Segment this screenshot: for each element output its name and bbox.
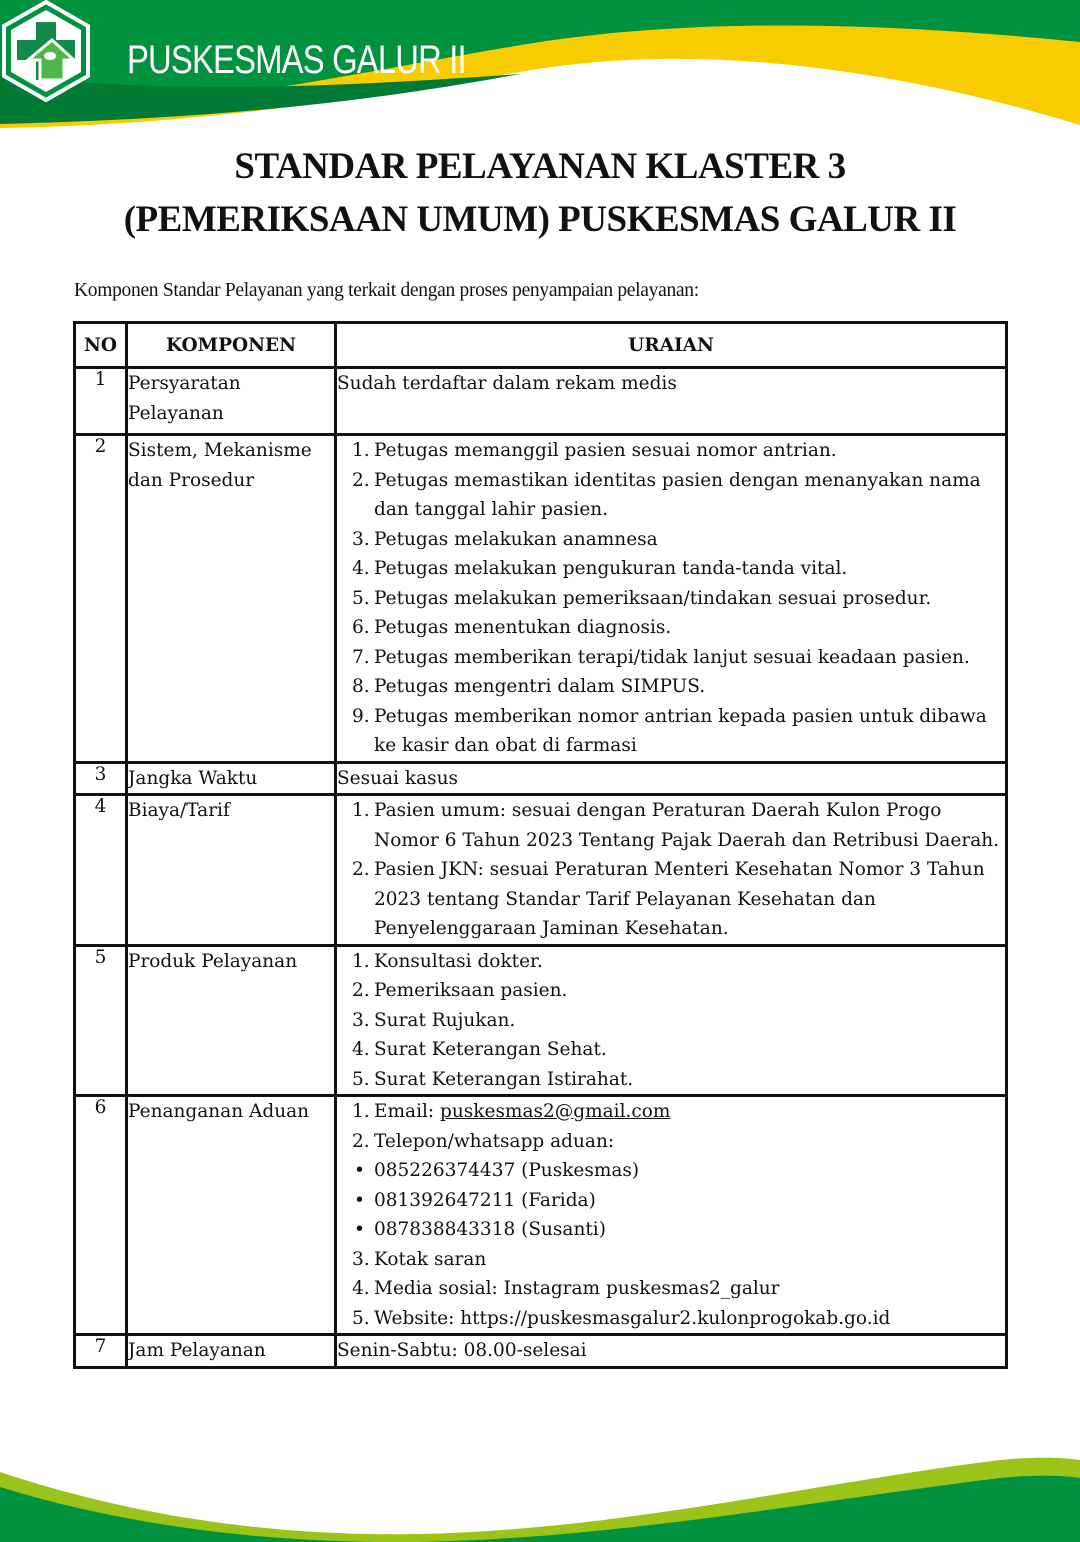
table-row bbox=[75, 762, 1007, 795]
title-line-1: STANDAR PELAYANAN KLASTER 3 bbox=[234, 146, 846, 187]
list-item: 1. Petugas memanggil pasien sesuai nomor antrian. bbox=[352, 440, 837, 461]
list-item: 1. Konsultasi dokter. bbox=[352, 950, 543, 972]
service-standard-table bbox=[73, 321, 1008, 1369]
email-link[interactable]: puskesmas2@gmail.com bbox=[440, 1101, 671, 1122]
list-item: 3. Kotak saran bbox=[352, 1248, 487, 1270]
row-no: 4 bbox=[75, 795, 127, 946]
row-komponen: Persyaratan Pelayanan bbox=[127, 368, 336, 435]
row-no: 5 bbox=[75, 945, 127, 1096]
table-row bbox=[75, 1096, 1007, 1335]
table-header-row bbox=[75, 323, 1007, 368]
list-item: 6. Petugas menentukan diagnosis. bbox=[352, 617, 672, 638]
row-uraian: Sesuai kasus bbox=[336, 762, 1007, 795]
row-uraian bbox=[336, 945, 1007, 1096]
list-item: 3. Surat Rujukan. bbox=[352, 1009, 516, 1031]
bullet-icon: • bbox=[354, 1160, 365, 1181]
row-komponen: Sistem, Mekanisme dan Prosedur bbox=[127, 435, 336, 763]
health-cross-house-hexagon-icon bbox=[0, 0, 92, 102]
row-komponen: Produk Pelayanan bbox=[127, 945, 336, 1096]
list-item: 4. Surat Keterangan Sehat. bbox=[352, 1039, 607, 1060]
list-item: 2. Pasien JKN: sesuai Peraturan Menteri Kesehatan Nomor 3 Tahun 2023 tentang Standar Tarif Pelayanan Kesehatan dan Penyelenggaraan Jaminan Kesehatan. bbox=[352, 859, 985, 939]
row-komponen: Jangka Waktu bbox=[127, 762, 336, 795]
phone-item: • 085226374437 (Puskesmas) bbox=[337, 1156, 1005, 1186]
row-komponen: Penanganan Aduan bbox=[127, 1096, 336, 1335]
table-row bbox=[75, 945, 1007, 1096]
brand-name: PUSKESMAS GALUR II bbox=[127, 38, 466, 82]
complaint-list bbox=[337, 1097, 1005, 1333]
table-row bbox=[75, 368, 1007, 435]
header-banner bbox=[0, 0, 1080, 135]
title-line-2: (PEMERIKSAAN UMUM) PUSKESMAS GALUR II bbox=[123, 199, 957, 240]
list-item: 5. Petugas melakukan pemeriksaan/tindakan sesuai prosedur. bbox=[352, 587, 932, 609]
list-item: 1. Pasien umum: sesuai dengan Peraturan Daerah Kulon Progo Nomor 6 Tahun 2023 Tentang Pajak Daerah dan Retribusi Daerah. bbox=[352, 800, 1000, 851]
list-item: 4. Petugas melakukan pengukuran tanda-tanda vital. bbox=[352, 558, 848, 579]
intro-text: Komponen Standar Pelayanan yang terkait dengan proses penyampaian pelayanan: bbox=[74, 280, 699, 301]
phone-item: • 081392647211 (Farida) bbox=[337, 1186, 1005, 1216]
list-item: 4. Media sosial: Instagram puskesmas2_galur bbox=[352, 1278, 780, 1299]
header-komponen: KOMPONEN bbox=[127, 323, 336, 368]
list-item: 5. Surat Keterangan Istirahat. bbox=[352, 1068, 634, 1090]
header-uraian: URAIAN bbox=[336, 323, 1007, 368]
phone-item: • 087838843318 (Susanti) bbox=[337, 1215, 1005, 1245]
row-uraian bbox=[336, 1096, 1007, 1335]
row-komponen: Jam Pelayanan bbox=[127, 1335, 336, 1368]
procedure-list bbox=[337, 436, 1005, 761]
tariff-list bbox=[337, 796, 1005, 944]
list-item: 2. Pemeriksaan pasien. bbox=[352, 980, 568, 1001]
table-row bbox=[75, 1335, 1007, 1368]
list-item: 2. Telepon/whatsapp aduan: bbox=[352, 1130, 615, 1152]
row-no: 6 bbox=[75, 1096, 127, 1335]
list-item: 2. Petugas memastikan identitas pasien dengan menanyakan nama dan tanggal lahir pasien. bbox=[352, 469, 981, 520]
row-no: 7 bbox=[75, 1335, 127, 1368]
bullet-icon: • bbox=[354, 1189, 365, 1211]
list-item: 5. Website: https://puskesmasgalur2.kulonprogokab.go.id bbox=[352, 1307, 891, 1329]
page-title bbox=[0, 140, 1080, 246]
product-list bbox=[337, 947, 1005, 1095]
header-no: NO bbox=[75, 323, 127, 368]
row-no: 1 bbox=[75, 368, 127, 435]
row-no: 3 bbox=[75, 762, 127, 795]
row-uraian bbox=[336, 435, 1007, 763]
list-item: 7. Petugas memberikan terapi/tidak lanjut sesuai keadaan pasien. bbox=[352, 646, 970, 668]
row-no: 2 bbox=[75, 435, 127, 763]
row-uraian: Sudah terdaftar dalam rekam medis bbox=[336, 368, 1007, 435]
row-uraian bbox=[336, 795, 1007, 946]
table-row bbox=[75, 795, 1007, 946]
table-row bbox=[75, 435, 1007, 763]
row-komponen: Biaya/Tarif bbox=[127, 795, 336, 946]
list-item-email: 1. Email: puskesmas2@gmail.com bbox=[352, 1101, 671, 1122]
list-item: 8. Petugas mengentri dalam SIMPUS. bbox=[352, 676, 706, 697]
row-uraian: Senin-Sabtu: 08.00-selesai bbox=[336, 1335, 1007, 1368]
list-item: 9. Petugas memberikan nomor antrian kepada pasien untuk dibawa ke kasir dan obat di farmasi bbox=[352, 705, 987, 756]
footer-wave-graphic bbox=[0, 1442, 1080, 1542]
bullet-icon: • bbox=[354, 1219, 365, 1240]
list-item: 3. Petugas melakukan anamnesa bbox=[352, 528, 658, 550]
